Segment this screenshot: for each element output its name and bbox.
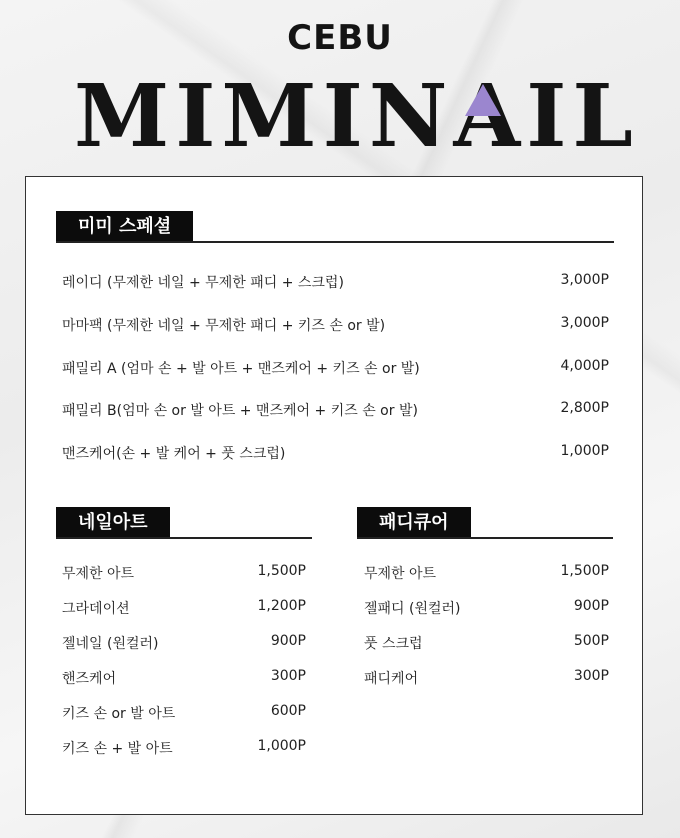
pedicure-item-price: 300P xyxy=(573,668,609,684)
special-section-header xyxy=(56,211,614,243)
pedicure-item-price: 500P xyxy=(573,633,609,649)
nail-art-item-name: 젤네일 (원컬러) xyxy=(62,636,159,652)
nail-art-item-price: 1,200P xyxy=(257,598,306,614)
pedicure-item-price: 1,500P xyxy=(560,563,609,579)
nail-art-item-price: 600P xyxy=(270,703,306,719)
special-section-title: 미미 스페셜 xyxy=(56,211,193,243)
pedicure-section-title: 패디큐어 xyxy=(357,507,471,539)
nail-art-item-name: 무제한 아트 xyxy=(62,566,135,582)
special-item-name: 마마팩 (무제한 네일 + 무제한 패디 + 키즈 손 or 발) xyxy=(62,318,386,334)
special-item-name: 레이디 (무제한 네일 + 무제한 패디 + 스크럽) xyxy=(62,275,344,291)
nail-art-divider xyxy=(56,537,312,539)
pedicure-item-price: 900P xyxy=(573,598,609,614)
nail-art-item-price: 1,500P xyxy=(257,563,306,579)
special-item-name: 맨즈케어(손 + 발 케어 + 풋 스크럽) xyxy=(62,446,286,462)
nail-art-item-name: 키즈 손 or 발 아트 xyxy=(62,706,176,722)
nail-art-item-name: 키즈 손 + 발 아트 xyxy=(62,741,173,757)
pedicure-divider xyxy=(357,537,613,539)
special-item-price: 2,800P xyxy=(560,400,609,416)
nail-art-section-header xyxy=(56,507,312,539)
nail-art-section-title: 네일아트 xyxy=(56,507,170,539)
brand-logo xyxy=(74,62,639,172)
menu-card xyxy=(25,176,643,815)
special-item-price: 3,000P xyxy=(560,272,609,288)
special-item-price: 3,000P xyxy=(560,315,609,331)
nail-art-item-price: 900P xyxy=(270,633,306,649)
special-divider xyxy=(56,241,614,243)
special-item-name: 패밀리 B(엄마 손 or 발 아트 + 맨즈케어 + 키즈 손 or 발) xyxy=(62,403,418,419)
brand-accent-letter: A xyxy=(453,62,526,172)
brand-tail: IL xyxy=(526,66,639,167)
pedicure-item-name: 젤패디 (원컬러) xyxy=(364,601,461,617)
pedicure-item-name: 패디케어 xyxy=(364,671,419,687)
special-item-price: 4,000P xyxy=(560,358,609,374)
pedicure-section-header xyxy=(357,507,613,539)
brand-main: MIMIN xyxy=(74,66,454,167)
nail-art-item-price: 300P xyxy=(270,668,306,684)
header xyxy=(0,0,680,176)
special-item-price: 1,000P xyxy=(560,443,609,459)
pedicure-item-name: 무제한 아트 xyxy=(364,566,437,582)
pedicure-item-name: 풋 스크럽 xyxy=(364,636,423,652)
nail-art-item-price: 1,000P xyxy=(257,738,306,754)
nail-art-item-name: 핸즈케어 xyxy=(62,671,117,687)
special-item-name: 패밀리 A (엄마 손 + 발 아트 + 맨즈케어 + 키즈 손 or 발) xyxy=(62,361,420,377)
city-label: CEBU xyxy=(287,18,393,58)
nail-art-item-name: 그라데이션 xyxy=(62,601,130,617)
